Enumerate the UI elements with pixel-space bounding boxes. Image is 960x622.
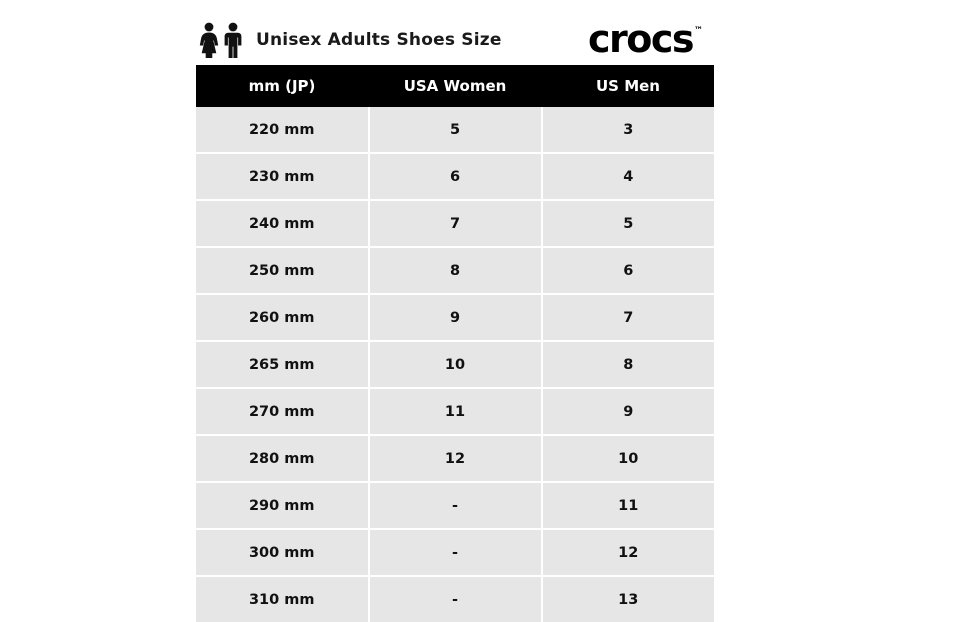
cell-mm: 250 mm: [196, 247, 369, 294]
cell-mm: 260 mm: [196, 294, 369, 341]
cell-mm: 290 mm: [196, 482, 369, 529]
table-row: [196, 529, 714, 576]
page-title: Unisex Adults Shoes Size: [256, 30, 502, 50]
cell-usa-women: -: [369, 576, 542, 622]
cell-mm: 265 mm: [196, 341, 369, 388]
brand-name: crocs: [588, 17, 694, 61]
table-head: [196, 65, 714, 107]
cell-us-men: 10: [542, 435, 715, 482]
header-left-group: [196, 22, 502, 58]
table-row: [196, 247, 714, 294]
cell-us-men: 6: [542, 247, 715, 294]
unisex-people-icon: [196, 22, 248, 58]
cell-us-men: 11: [542, 482, 715, 529]
cell-usa-women: 10: [369, 341, 542, 388]
cell-usa-women: 6: [369, 153, 542, 200]
trademark-symbol: ™: [694, 26, 704, 36]
table-body: [196, 107, 714, 622]
cell-mm: 220 mm: [196, 107, 369, 153]
table-row: [196, 294, 714, 341]
table-row: [196, 576, 714, 622]
cell-usa-women: 12: [369, 435, 542, 482]
table-row: [196, 388, 714, 435]
cell-mm: 270 mm: [196, 388, 369, 435]
size-chart-table: [196, 65, 714, 622]
column-header-us-men: US Men: [542, 65, 715, 107]
cell-usa-women: 8: [369, 247, 542, 294]
cell-mm: 230 mm: [196, 153, 369, 200]
cell-usa-women: -: [369, 482, 542, 529]
cell-usa-women: 11: [369, 388, 542, 435]
cell-us-men: 9: [542, 388, 715, 435]
cell-usa-women: 9: [369, 294, 542, 341]
cell-us-men: 5: [542, 200, 715, 247]
cell-us-men: 3: [542, 107, 715, 153]
table-row: [196, 435, 714, 482]
table-row: [196, 482, 714, 529]
cell-mm: 310 mm: [196, 576, 369, 622]
cell-usa-women: -: [369, 529, 542, 576]
cell-us-men: 8: [542, 341, 715, 388]
cell-mm: 300 mm: [196, 529, 369, 576]
column-header-usa-women: USA Women: [369, 65, 542, 107]
cell-us-men: 13: [542, 576, 715, 622]
table-row: [196, 341, 714, 388]
cell-usa-women: 5: [369, 107, 542, 153]
cell-mm: 280 mm: [196, 435, 369, 482]
cell-us-men: 12: [542, 529, 715, 576]
cell-us-men: 7: [542, 294, 715, 341]
cell-usa-women: 7: [369, 200, 542, 247]
table-row: [196, 200, 714, 247]
table-row: [196, 107, 714, 153]
table-header-row: [196, 65, 714, 107]
cell-mm: 240 mm: [196, 200, 369, 247]
column-header-mm: mm (JP): [196, 65, 369, 107]
cell-us-men: 4: [542, 153, 715, 200]
table-row: [196, 153, 714, 200]
crocs-logo: [588, 18, 718, 60]
